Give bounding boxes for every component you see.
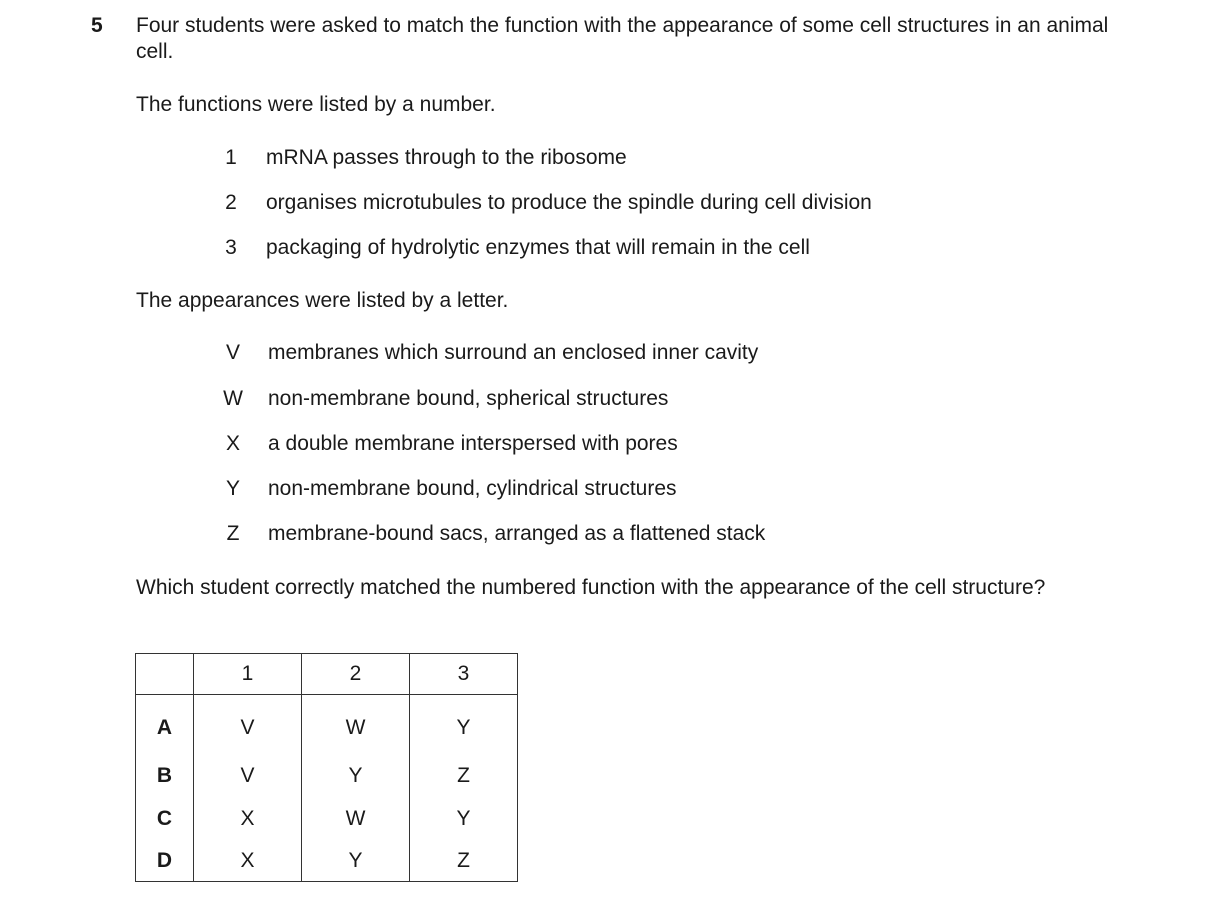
table-cell: Y [302, 754, 410, 797]
appearances-lead: The appearances were listed by a letter. [136, 289, 509, 312]
function-key: 3 [225, 236, 237, 259]
table-cell: X [194, 797, 302, 840]
table-cell: Z [410, 840, 518, 882]
appearance-key: W [223, 387, 243, 410]
table-header-cell: 2 [302, 654, 410, 695]
table-header-cell: 3 [410, 654, 518, 695]
table-header-cell [136, 654, 194, 695]
table-row [136, 695, 518, 755]
table-header-cell: 1 [194, 654, 302, 695]
appearance-text: non-membrane bound, cylindrical structures [268, 477, 677, 500]
appearance-text: membrane-bound sacs, arranged as a flattened stack [268, 522, 766, 545]
functions-lead: The functions were listed by a number. [136, 93, 496, 116]
table-cell: X [194, 840, 302, 882]
table-header-row [136, 654, 518, 695]
table-cell: Y [410, 695, 518, 755]
option-label: A [136, 695, 194, 755]
function-key: 2 [225, 191, 237, 214]
table-cell: Y [302, 840, 410, 882]
table-cell: Z [410, 754, 518, 797]
appearance-text: a double membrane interspersed with pores [268, 432, 678, 455]
table-row [136, 797, 518, 840]
appearance-key: Z [226, 522, 240, 545]
table-cell: Y [410, 797, 518, 840]
appearance-text: membranes which surround an enclosed inner cavity [268, 341, 759, 364]
function-text: packaging of hydrolytic enzymes that will remain in the cell [266, 236, 810, 259]
option-label: D [136, 840, 194, 882]
question-number: 5 [91, 14, 103, 37]
table-row [136, 840, 518, 882]
table-cell: V [194, 695, 302, 755]
appearance-key: V [225, 341, 240, 364]
option-label: C [136, 797, 194, 840]
question-intro: Four students were asked to match the function with the appearance of some cell structures in an animal cell. [136, 14, 1109, 63]
appearance-key: X [225, 432, 240, 455]
table-cell: W [302, 797, 410, 840]
function-key: 1 [225, 146, 237, 169]
question-prompt: Which student correctly matched the numbered function with the appearance of the cell structure? [136, 576, 1046, 599]
option-label: B [136, 754, 194, 797]
function-text: mRNA passes through to the ribosome [266, 146, 627, 169]
answer-table [135, 653, 518, 882]
table-row [136, 754, 518, 797]
appearance-key: Y [225, 477, 240, 500]
appearance-text: non-membrane bound, spherical structures [268, 387, 669, 410]
table-cell: V [194, 754, 302, 797]
table-cell: W [302, 695, 410, 755]
function-text: organises microtubules to produce the spindle during cell division [266, 191, 872, 214]
